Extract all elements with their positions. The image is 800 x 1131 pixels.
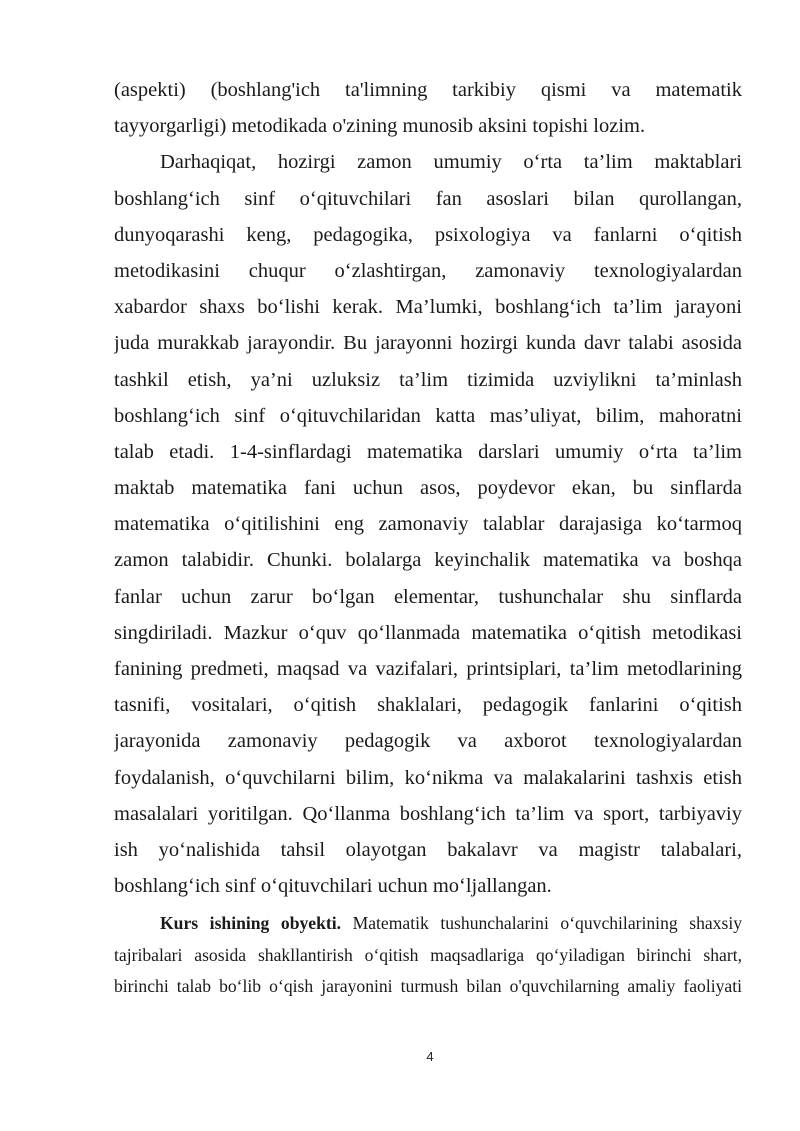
text-line: tayyorgarligi) metodikada o'zining munosib aksini topishi lozim.	[114, 115, 646, 138]
text-line	[114, 908, 742, 940]
text-line: juda murakkab jarayondir. Bu jarayonni hozirgi kunda davr talabi asosida	[114, 332, 742, 355]
paragraph-continuation	[114, 72, 742, 144]
text-line: birinchi talab bo‘lib o‘qish jarayonini turmush bilan o'quvchilarning amaliy faoliyati	[114, 976, 742, 997]
text-line: tasnifi, vositalari, o‘qitish shaklalari, pedagogik fanlarini o‘qitish	[114, 694, 742, 717]
document-page	[114, 72, 742, 1003]
text-line: (aspekti) (boshlang'ich ta'limning tarkibiy qismi va matematik	[114, 79, 742, 101]
text-line: tashkil etish, ya’ni uzluksiz ta’lim tizimida uzviylikni ta’minlash	[114, 368, 742, 391]
text-line: singdiriladi. Mazkur o‘quv qo‘llanmada matematika o‘qitish metodikasi	[114, 621, 742, 644]
text-line: jarayonida zamonaviy pedagogik va axborot texnologiyalardan	[114, 730, 742, 753]
text-line: foydalanish, o‘quvchilarni bilim, ko‘nikma va malakalarini tashxis etish	[114, 766, 742, 789]
text-line: tajribalari asosida shakllantirish o‘qitish maqsadlariga qo‘yiladigan birinchi shart,	[114, 944, 742, 965]
text-line: boshlang‘ich sinf o‘qituvchilaridan katta mas’uliyat, bilim, mahoratni	[114, 404, 742, 427]
text-line: boshlang‘ich sinf o‘qituvchilari uchun mo‘ljallangan.	[114, 875, 552, 898]
text-line: Darhaqiqat, hozirgi zamon umumiy o‘rta ta’lim maktablari	[160, 151, 742, 174]
text-line: talab etadi. 1-4-sinflardagi matematika darslari umumiy o‘rta ta’lim	[114, 440, 742, 463]
text-line: xabardor shaxs bo‘lishi kerak. Ma’lumki, boshlang‘ich ta’lim jarayoni	[114, 296, 742, 319]
text-line: masalalari yoritilgan. Qo‘llanma boshlang‘ich ta’lim va sport, tarbiyaviy	[114, 802, 742, 825]
text-line: zamon talabidir. Chunki. bolalarga keyinchalik matematika va boshqa	[114, 549, 742, 572]
text-line: boshlang‘ich sinf o‘qituvchilari fan asoslari bilan qurollangan,	[114, 187, 742, 210]
text-line: maktab matematika fani uchun asos, poydevor ekan, bu sinflarda	[114, 477, 742, 500]
text-fragment: Matematik tushunchalarini o‘quvchilarining shaxsiy	[341, 913, 742, 934]
paragraph-course-object	[114, 908, 742, 1003]
paragraph-main	[114, 144, 742, 904]
page-number: 4	[426, 1049, 434, 1064]
section-heading: Kurs ishining obyekti.	[160, 913, 342, 934]
text-line: fanining predmeti, maqsad va vazifalari, printsiplari, ta’lim metodlarining	[114, 658, 742, 680]
text-line: metodikasini chuqur o‘zlashtirgan, zamonaviy texnologiyalardan	[114, 259, 742, 282]
text-line: ish yo‘nalishida tahsil olayotgan bakalavr va magistr talabalari,	[114, 838, 742, 861]
text-line: fanlar uchun zarur bo‘lgan elementar, tushunchalar shu sinflarda	[114, 585, 742, 608]
text-line: matematika o‘qitilishini eng zamonaviy talablar darajasiga ko‘tarmoq	[114, 513, 742, 536]
text-line: dunyoqarashi keng, pedagogika, psixologiya va fanlarni o‘qitish	[114, 223, 742, 246]
